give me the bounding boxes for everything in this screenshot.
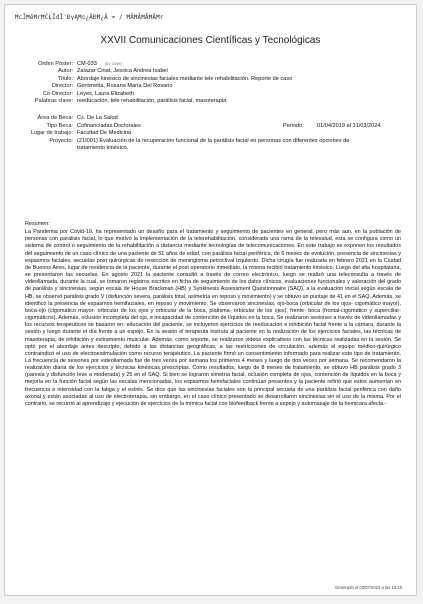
director-row	[5, 83, 418, 90]
resumen-section	[25, 221, 401, 408]
area-beca-row	[5, 115, 418, 122]
orden-poster-label: Orden Póster:	[38, 61, 73, 67]
tipo-beca-value: Cofinanciadas Doctorales	[77, 122, 141, 129]
titulo-row	[5, 76, 418, 83]
autor-row	[5, 68, 418, 75]
orden-poster-id: (ID: 2295)	[104, 62, 122, 66]
titulo-label: Título:	[57, 75, 73, 82]
director-value: Gerometta, Rosana María Del Rosario	[77, 83, 173, 90]
director-label: Director:	[51, 83, 73, 90]
periodo-value: 01/04/2019 al 31/03/2024	[317, 122, 381, 129]
palabras-clave-label: Palabras clave:	[34, 97, 73, 104]
proyecto-value: (21I001) Evaluación de la recuperación funcional de la parálisis facial en personas con diferentes opciones de tratamiento kinésico.	[77, 137, 350, 151]
conference-title: XXVII Comunicaciones Científicas y Tecnológicas	[100, 35, 321, 46]
orden-poster-value	[77, 61, 122, 68]
titulo-value: Abordaje kinésico de sincinesias faciales mediante tele rehabilitación. Reporte de caso	[77, 75, 293, 82]
codirector-label: Co-Director:	[42, 90, 73, 97]
periodo-label: Periodo:	[283, 122, 304, 129]
lugar-trabajo-label: Lugar de trabajo:	[30, 130, 73, 137]
tipo-beca-label: Tipo Beca:	[46, 122, 73, 129]
header-garbled-text: ĦcĴĦěĦrĦĊĻĨdĨ'ĐγĄĦc¿ĂĐĦ¿Ă ≈ / ĦĀĦĀĦĀĦĀĦr	[15, 14, 164, 21]
proyecto-row	[5, 138, 418, 153]
codirector-value: Leyes, Laura Elizabeth	[77, 90, 134, 97]
resumen-body: La Pandemia por Covid-19, ha representado un desafío para el tratamiento y seguimiento de pacientes en general, pero más aun, en la población de personas con parálisis facial, lo que motivó la implementación de la telerehabilitación, considerada una rama de la telesalud, esta se configura como un sistema de control o seguimiento de la rehabilitación a distancia mediante tecnologías de telecomunicaciones. En este trabajo se exponen los resultados del seguimiento de un caso clínico de una paciente de 51 años de edad, con parálisis facial periférica, de 6 meses de evolución, presencia de sincinesias y espasmos faciales, secuelas post quirúrgicas de resección de meningioma petroclival izquierdo. Dicha cirugía fue realizada en febrero 2021 en la Ciudad de Buenos Aires, lugar de residencia de la paciente, durante el post operatorio inmediato, la misma recibió tratamiento kinésico. Luego del alta hospitalaria, se presentaron las secuelas. En agosto 2021 la paciente consultó a través de correo electrónico, luego se realizó una teleconsulta a través de videollamada, durante la cual, se tomaron registros escritos en ficha de seguimiento de los datos clínicos, evaluaciones funcionales y valoración del grado de parálisis y sincinesias, según escala de House Brackman (HB) y Synkinesis Assessment Questionnaire (SAQ), a la evaluación inicial según escala de HB, se observó parálisis grado V (disfunción severa, parálisis total, asimetría en reposo y movimiento) y se obtuvo un puntaje de 41 en el SAQ. Además, se identificó la presencia de espasmos hemifaciales, en reposo y movimiento. Se observaron sincinesias, ojo-boca (orbicular de los ojos- cigomático mayor), boca-ojo (cigomático mayor- orbicular de los ojos y orbicular de la boca, platisma- orbicular de los ojos), frente- boca (frontal-cigomático y superciliar-cigomáticos). Además, oclusión incompleta del ojo, e incapacidad de contención de líquidos en la boca. Se realizaron sesiones a través de videollamadas y los recursos terapéuticos se basaron en: educación del paciente, se incluyeron ejercicios de reeducación e inhibición facial frente a la cámara, durante la sesión y luego durante el día frente a un espejo. En la sesión el terapeuta instruía al paciente en la realización de los ejercicios faciales, las técnicas de masoterapia, de inhibición y estiramiento muscular. Además, como soporte, se realizaron videos explicativos con las técnicas realizadas en la sesión. Se optó por el abordaje antes descripto, debido a las distancias geográficas, a las restricciones de circulación, además el equipo médico-quirúrgico contraindicó el uso de electroestimulación como recurso terapéutico. La paciente firmó un consentimiento informado para realizar este tipo de tratamiento. La frecuencia de sesiones por videollamada fue de tres veces por semana los primeros 4 meses y luego de dos veces por semana. Se recomendaron la realización diaria de los ejercicios y técnicas kinésicas prescriptas. Como resultados, luego de 8 meses de tratamiento, se obtuvo HB parálisis grado 3 (paresia y disfunción leve a moderada) y 25 en el SAQ. Si bien se lograron simetría facial, oclusión completa de ojos, contención de líquidos en la boca y mejoría en la función facial según las escalas mencionadas, los espasmos hemifaciales continúan presentes y la paciente refirió que estos aumentan en frecuencia e intensidad con la fatiga y el estrés. Se dice que las sincinesias faciales son la principal secuela de una parálisis facial periférica con daño axonal y están asociadas al uso de electroterapia, sin embargo, en el caso clínico presentado se desarrollaron sincinesias sin el uso de la misma. Por el contrario, se recurrió al aprendizaje y ejecución de ejercicios de la mímica facial con biofeedback frente a espejo y automasaje de la hemicara afecta.-	[25, 229, 401, 407]
autor-label: Autor:	[58, 68, 73, 75]
palabras-clave-row	[5, 98, 418, 105]
generated-footer: Generado el 03/07/2023 a las 13:15	[335, 585, 402, 590]
orden-poster-row	[5, 61, 418, 68]
proyecto-label: Proyecto:	[49, 137, 73, 144]
lugar-trabajo-row	[5, 130, 418, 137]
codirector-row	[5, 91, 418, 98]
area-beca-label: Área de Beca:	[37, 115, 73, 122]
resumen-label: Resumen:	[25, 221, 50, 227]
area-beca-value: Cs. De La Salud	[77, 115, 118, 122]
tipo-beca-row	[5, 123, 418, 130]
autor-value: Zalazar Cinat, Jessica Andrea Isabel	[77, 68, 168, 75]
palabras-clave-value: reeducación, tele rehabilitación, parálisis facial, masoterapia	[77, 97, 227, 104]
metadata-block	[5, 61, 418, 153]
document-page	[4, 4, 417, 596]
orden-poster-code: CM-033	[77, 61, 97, 67]
lugar-trabajo-value: Facultad De Medicina	[77, 130, 132, 137]
